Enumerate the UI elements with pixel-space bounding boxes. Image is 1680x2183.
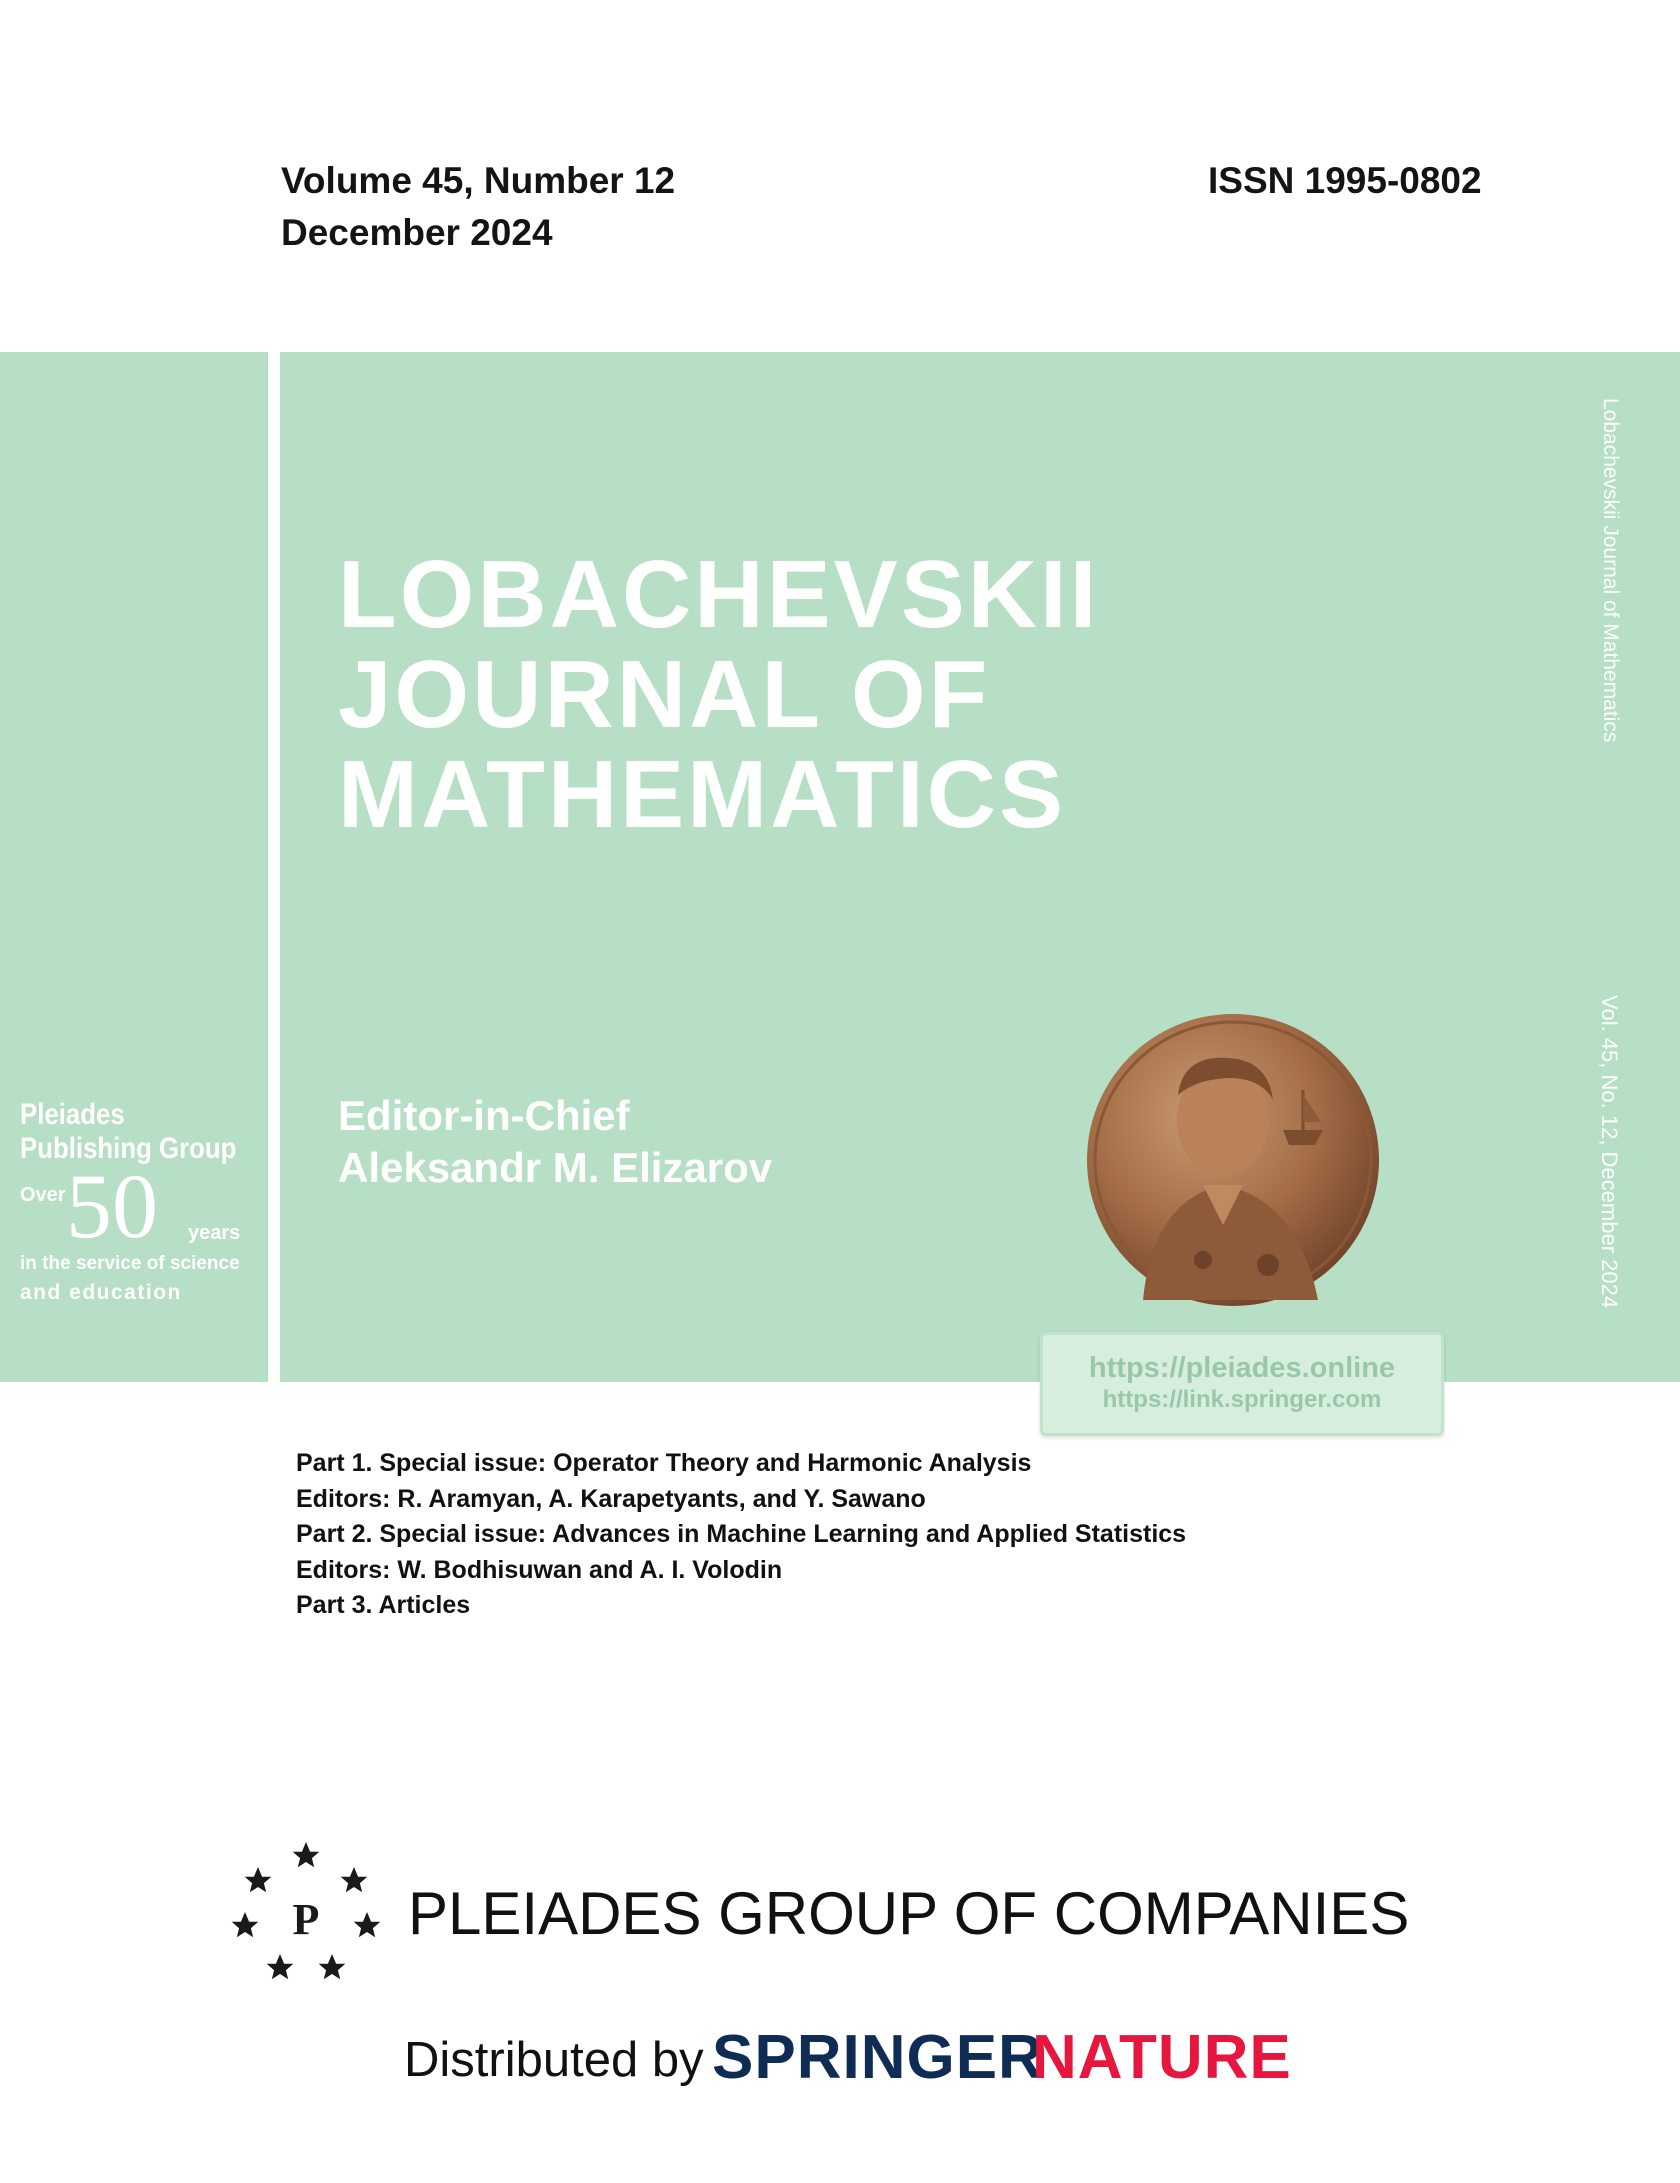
title-line-3: MATHEMATICS <box>338 741 1067 848</box>
pleiades-stars-logo-icon <box>228 1838 384 1988</box>
logo-line-education: and education <box>20 1281 182 1304</box>
distributed-by: Distributed by <box>404 2033 704 2087</box>
issue-contents <box>296 1446 1186 1624</box>
logo-fifty: 50 <box>66 1155 158 1257</box>
publisher-name: PLEIADES GROUP OF COMPANIES <box>408 1880 1410 1947</box>
logo-line-publishing-group: Publishing Group <box>20 1132 237 1165</box>
logo-letter: P <box>292 1895 320 1944</box>
nature-logo-text: NATURE <box>1032 2023 1292 2092</box>
url-springer-link[interactable]: https://link.springer.com <box>1102 1386 1382 1413</box>
anniversary-logo <box>20 1098 265 1308</box>
logo-line-pleiades: Pleiades <box>20 1098 125 1131</box>
spine-title: Lobachevskii Journal of Mathematics <box>1599 398 1622 743</box>
journal-title <box>338 541 1100 848</box>
title-line-2: JOURNAL OF <box>338 641 991 748</box>
logo-line-service: in the service of science <box>20 1253 240 1274</box>
url-box <box>1040 1332 1444 1436</box>
contents-line: Part 2. Special issue: Advances in Machine Learning and Applied Statistics <box>296 1520 1187 1548</box>
contents-line: Part 1. Special issue: Operator Theory and Harmonic Analysis <box>296 1449 1032 1477</box>
spine-issue: Vol. 45, No. 12, December 2024 <box>1597 995 1622 1309</box>
volume-number: Volume 45, Number 12 <box>281 160 676 201</box>
logo-over: Over <box>20 1184 66 1206</box>
lobachevsky-medal-icon <box>1083 1010 1383 1310</box>
editor-block <box>338 1090 772 1194</box>
title-line-1: LOBACHEVSKII <box>338 541 1100 648</box>
logo-years: years <box>188 1222 241 1244</box>
springer-logo-text: SPRINGER <box>712 2023 1044 2092</box>
band-divider <box>268 352 280 1382</box>
url-pleiades-link[interactable]: https://pleiades.online <box>1088 1352 1396 1384</box>
contents-line: Part 3. Articles <box>296 1591 471 1619</box>
editor-name: Aleksandr M. Elizarov <box>338 1144 773 1191</box>
issue-info <box>281 155 675 259</box>
issue-date: December 2024 <box>281 212 553 253</box>
editor-role: Editor-in-Chief <box>338 1092 630 1139</box>
issn: ISSN 1995-0802 <box>1208 160 1482 201</box>
contents-line: Editors: R. Aramyan, A. Karapetyants, and Y. Sawano <box>296 1484 926 1513</box>
contents-line: Editors: W. Bodhisuwan and A. I. Volodin <box>296 1555 783 1584</box>
